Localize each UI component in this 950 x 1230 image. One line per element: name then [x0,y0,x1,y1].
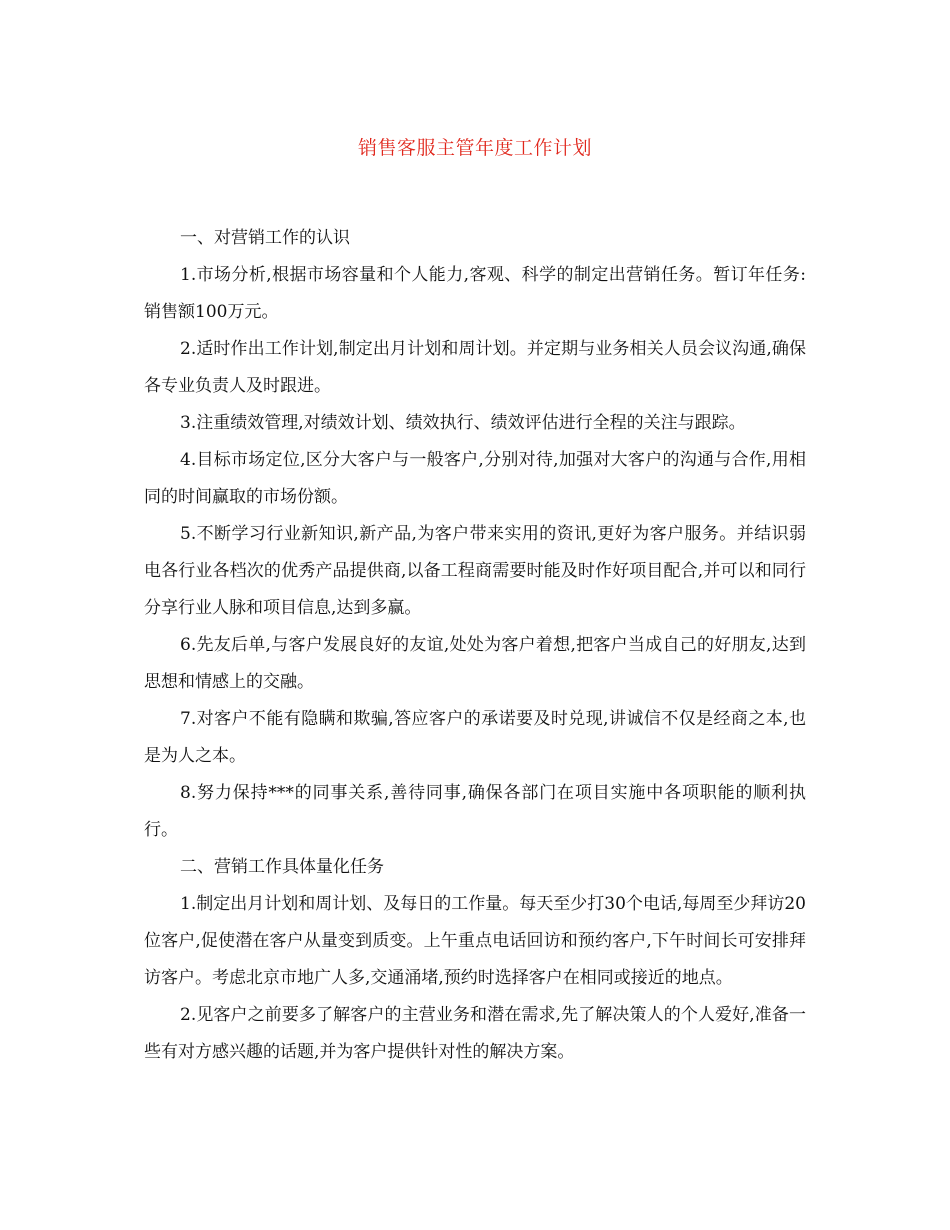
section-heading-1: 一、对营销工作的认识 [180,228,350,248]
paragraph-1-6: 6.先友后单,与客户发展良好的友谊,处处为客户着想,把客户当成自己的好朋友,达到思想和情感上的交融。 [144,635,806,692]
document-title: 销售客服主管年度工作计划 [357,137,592,159]
paragraph-1-3: 3.注重绩效管理,对绩效计划、绩效执行、绩效评估进行全程的关注与跟踪。 [180,413,746,433]
paragraph-1-2: 2.适时作出工作计划,制定出月计划和周计划。并定期与业务相关人员会议沟通,确保各专业负责人及时跟进。 [144,339,806,396]
paragraph-2-2: 2.见客户之前要多了解客户的主营业务和潜在需求,先了解决策人的个人爱好,准备一些有对方感兴趣的话题,并为客户提供针对性的解决方案。 [144,1005,806,1062]
document-body [144,220,806,1071]
paragraph-1-8: 8.努力保持***的同事关系,善待同事,确保各部门在项目实施中各项职能的顺利执行。 [144,783,806,840]
paragraph-1-1: 1.市场分析,根据市场容量和个人能力,客观、科学的制定出营销任务。暂订年任务:销售额100万元。 [144,265,806,322]
paragraph-1-7: 7.对客户不能有隐瞒和欺骗,答应客户的承诺要及时兑现,讲诚信不仅是经商之本,也是为人之本。 [144,709,806,766]
section-heading-2: 二、营销工作具体量化任务 [180,857,384,877]
paragraph-1-5: 5.不断学习行业新知识,新产品,为客户带来实用的资讯,更好为客户服务。并结识弱电各行业各档次的优秀产品提供商,以备工程商需要时能及时作好项目配合,并可以和同行分享行业人脉和项目信息,达到多赢。 [144,524,806,618]
paragraph-2-1: 1.制定出月计划和周计划、及每日的工作量。每天至少打30个电话,每周至少拜访20位客户,促使潜在客户从量变到质变。上午重点电话回访和预约客户,下午时间长可安排拜访客户。考虑北京市地广人多,交通涌堵,预约时选择客户在相同或接近的地点。 [144,894,806,988]
paragraph-1-4: 4.目标市场定位,区分大客户与一般客户,分别对待,加强对大客户的沟通与合作,用相同的时间赢取的市场份额。 [144,450,806,507]
